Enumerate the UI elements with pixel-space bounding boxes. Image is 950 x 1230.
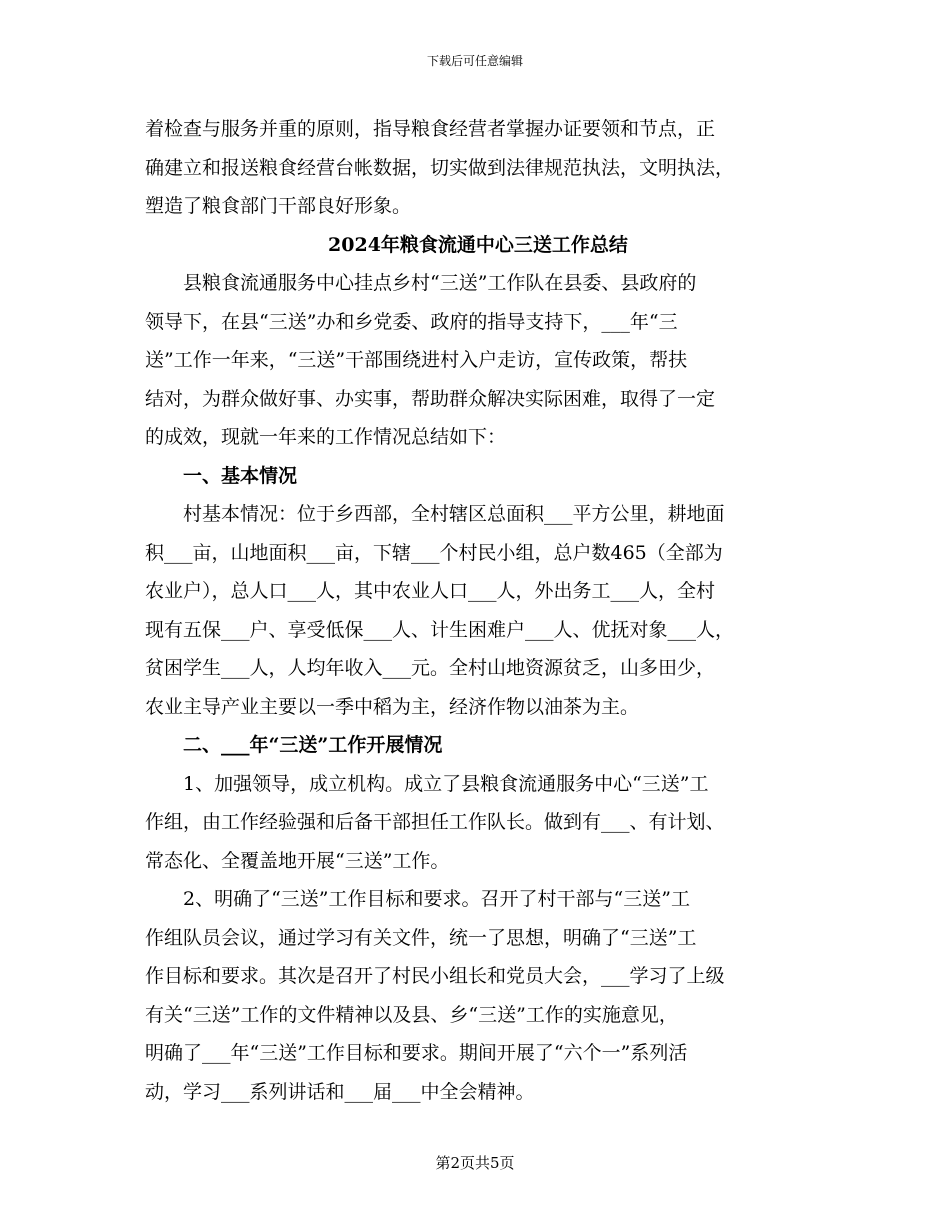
text-line: 现有五保___户、享受低保___人、计生困难户___人、优抚对象___人， bbox=[145, 618, 735, 641]
text-line: 1、加强领导，成立机构。成立了县粮食流通服务中心“三送”工 bbox=[145, 772, 709, 795]
text-line: 贫困学生___人，人均年收入___元。全村山地资源贫乏，山多田少， bbox=[145, 657, 716, 679]
text-line: 常态化、全覆盖地开展“三送”工作。 bbox=[145, 849, 450, 872]
text-line: 作目标和要求。其次是召开了村民小组长和党员大会，___学习了上级 bbox=[145, 965, 725, 987]
text-line: 明确了___年“三送”工作目标和要求。期间开展了“六个一”系列活 bbox=[145, 1042, 688, 1064]
text-line: 动，学习___系列讲话和___届___中全会精神。 bbox=[145, 1080, 535, 1103]
text-line: 确建立和报送粮食经营台帐数据，切实做到法律规范执法，文明执法， bbox=[145, 156, 735, 179]
page-header: 下载后可任意编辑 bbox=[426, 54, 523, 68]
text-line: 县粮食流通服务中心挂点乡村“三送”工作队在县委、县政府的 bbox=[145, 272, 697, 294]
text-line: 积___亩，山地面积___亩，下辖___个村民小组，总户数465（全部为 bbox=[145, 541, 723, 564]
text-line: 有关“三送”工作的文件精神以及县、乡“三送”工作的实施意见， bbox=[145, 1003, 678, 1026]
text-line: 2、明确了“三送”工作目标和要求。召开了村干部与“三送”工 bbox=[145, 888, 690, 910]
text-line: 塑造了粮食部门干部良好形象。 bbox=[145, 195, 412, 217]
text-line: 农业户），总人口___人，其中农业人口___人，外出务工___人，全村 bbox=[145, 580, 716, 602]
page-footer: 第2页共5页 bbox=[435, 1154, 515, 1172]
text-line: 领导下，在县“三送”办和乡党委、政府的指导支持下，___年“三 bbox=[145, 310, 678, 333]
document-title: 2024年粮食流通中心三送工作总结 bbox=[328, 233, 628, 256]
text-line: 作组队员会议，通过学习有关文件，统一了思想，明确了“三送”工 bbox=[145, 926, 697, 949]
section-heading: 一、基本情况 bbox=[145, 464, 298, 487]
text-line: 着检查与服务并重的原则，指导粮食经营者掌握办证要领和节点，正 bbox=[145, 118, 716, 140]
text-line: 送”工作一年来，“三送”干部围绕进村入户走访，宣传政策，帮扶 bbox=[145, 349, 688, 371]
text-line: 的成效，现就一年来的工作情况总结如下： bbox=[145, 426, 507, 448]
text-line: 结对，为群众做好事、办实事，帮助群众解决实际困难，取得了一定 bbox=[145, 387, 716, 410]
text-line: 作组，由工作经验强和后备干部担任工作队长。做到有___、有计划、 bbox=[145, 811, 725, 833]
document-body bbox=[145, 110, 811, 1111]
section-heading: 二、___年“三送”工作开展情况 bbox=[145, 734, 443, 756]
text-line: 农业主导产业主要以一季中稻为主，经济作物以油茶为主。 bbox=[145, 695, 640, 718]
text-line: 村基本情况：位于乡西部，全村辖区总面积___平方公里，耕地面 bbox=[145, 503, 725, 525]
